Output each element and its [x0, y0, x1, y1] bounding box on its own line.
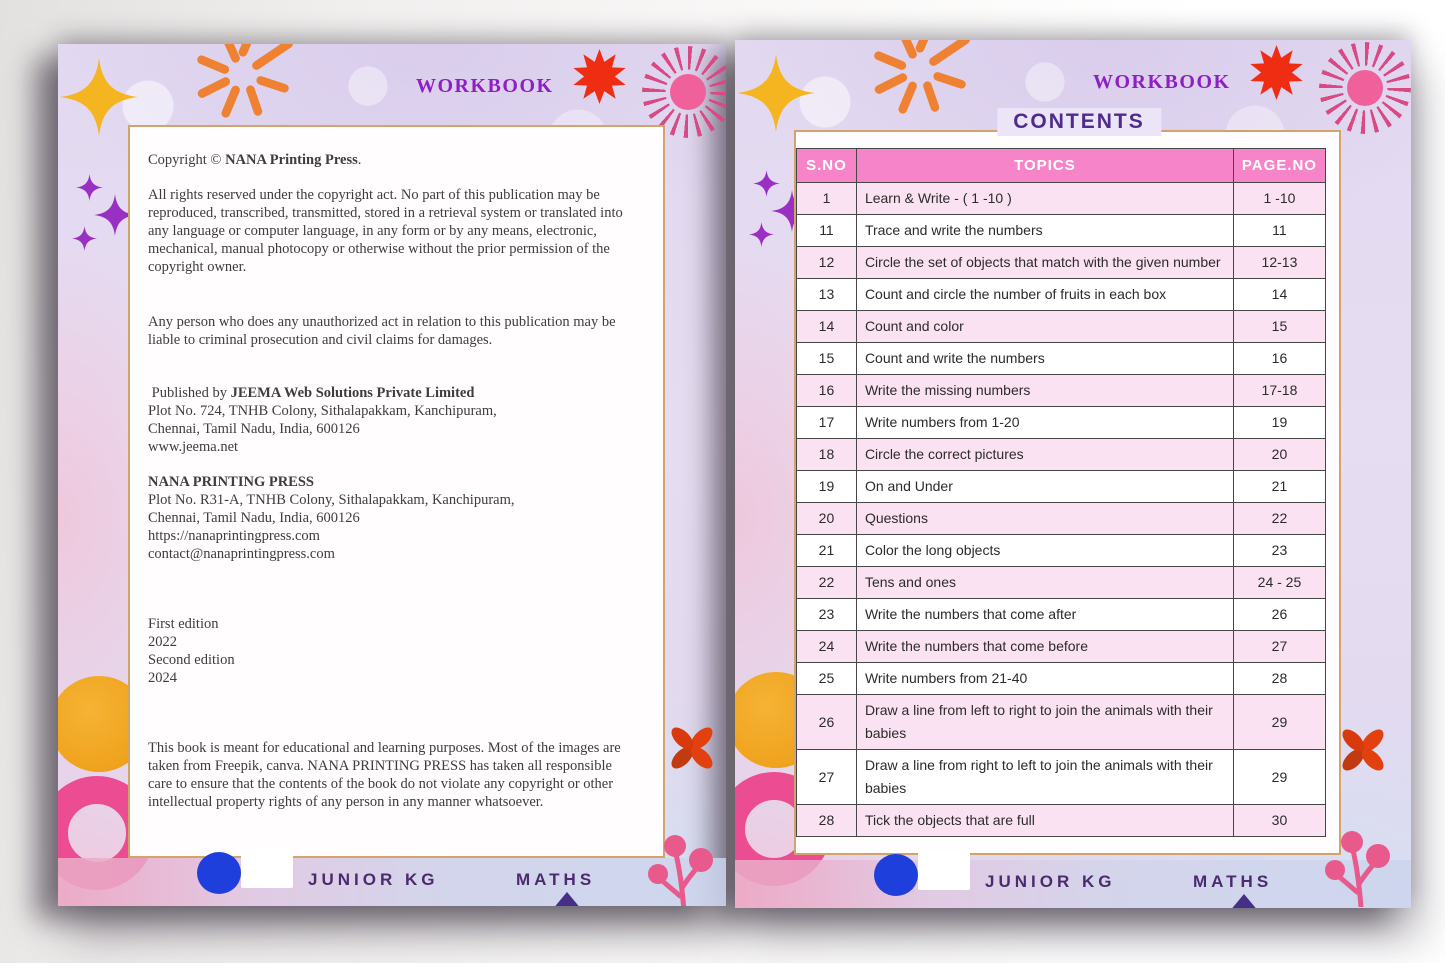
publisher-name: JEEMA Web Solutions Private Limited	[230, 385, 475, 401]
cell-page: 28	[1233, 663, 1325, 695]
edition-line: Second edition	[148, 652, 235, 668]
edition-line: 2024	[148, 670, 177, 686]
cell-sno: 26	[797, 695, 857, 750]
cell-topic: Trace and write the numbers	[856, 215, 1233, 247]
cell-sno: 17	[797, 407, 857, 439]
cell-topic: Tens and ones	[856, 567, 1233, 599]
table-row	[797, 279, 1326, 311]
cell-topic: Write the numbers that come before	[856, 631, 1233, 663]
cell-sno: 25	[797, 663, 857, 695]
cell-topic: Write the missing numbers	[856, 375, 1233, 407]
table-row	[797, 375, 1326, 407]
cell-sno: 24	[797, 631, 857, 663]
cell-sno: 18	[797, 439, 857, 471]
table-row	[797, 407, 1326, 439]
cell-topic: Questions	[856, 503, 1233, 535]
cell-sno: 19	[797, 471, 857, 503]
berry-branch-icon	[646, 816, 718, 906]
cell-sno: 28	[797, 805, 857, 837]
contents-table-head	[797, 149, 1326, 183]
cell-page: 30	[1233, 805, 1325, 837]
leaf-icon	[1227, 892, 1261, 908]
table-row	[797, 805, 1326, 837]
cell-page: 1 -10	[1233, 183, 1325, 215]
cell-topic: On and Under	[856, 471, 1233, 503]
berry-branch-icon	[1323, 812, 1395, 907]
footer-band	[58, 858, 726, 906]
cell-page: 24 - 25	[1233, 567, 1325, 599]
edition-line: 2022	[148, 634, 177, 650]
blue-dot-icon	[874, 854, 918, 896]
red-flower-icon	[1335, 722, 1391, 778]
cell-page: 22	[1233, 503, 1325, 535]
cell-page: 17-18	[1233, 375, 1325, 407]
footer-subject-label: MATHS	[1193, 872, 1273, 891]
footer-subject-label: MATHS	[516, 870, 596, 889]
cell-sno: 15	[797, 343, 857, 375]
cell-page: 11	[1233, 215, 1325, 247]
cell-topic: Count and write the numbers	[856, 343, 1233, 375]
footer-grade-label: JUNIOR KG	[985, 872, 1116, 891]
cell-sno: 23	[797, 599, 857, 631]
published-by-prefix: Published by	[151, 385, 231, 401]
cell-page: 19	[1233, 407, 1325, 439]
cell-sno: 27	[797, 750, 857, 805]
cell-sno: 20	[797, 503, 857, 535]
table-row	[797, 567, 1326, 599]
publisher-website: www.jeema.net	[148, 439, 239, 455]
table-row	[797, 439, 1326, 471]
footer-grade-label: JUNIOR KG	[308, 870, 439, 889]
cell-topic: Color the long objects	[856, 535, 1233, 567]
cell-sno: 1	[797, 183, 857, 215]
cell-page: 15	[1233, 311, 1325, 343]
cell-page: 16	[1233, 343, 1325, 375]
red-starburst-icon	[572, 49, 627, 104]
edition-line: First edition	[148, 616, 219, 632]
cell-topic: Write numbers from 21-40	[856, 663, 1233, 695]
contents-title: CONTENTS	[997, 108, 1161, 136]
contents-page	[735, 40, 1411, 908]
cell-topic: Count and color	[856, 311, 1233, 343]
table-row	[797, 247, 1326, 279]
copyright-suffix: .	[357, 152, 362, 168]
th-topics: TOPICS	[856, 149, 1233, 183]
cell-sno: 22	[797, 567, 857, 599]
copyright-text-panel	[128, 125, 665, 858]
cell-page: 12-13	[1233, 247, 1325, 279]
table-header-row	[797, 149, 1326, 183]
white-tab	[918, 852, 970, 890]
cell-sno: 11	[797, 215, 857, 247]
publisher-address-line: Chennai, Tamil Nadu, India, 600126	[148, 421, 360, 437]
blue-dot-icon	[197, 852, 241, 894]
edition-block	[148, 615, 635, 687]
copyright-press-name: NANA Printing Press	[225, 152, 358, 168]
publisher-address-line: Plot No. 724, TNHB Colony, Sithalapakkam, Kanchipuram,	[148, 403, 497, 419]
cell-topic: Circle the set of objects that match with the given number	[856, 247, 1233, 279]
cell-topic: Circle the correct pictures	[856, 439, 1233, 471]
cell-sno: 12	[797, 247, 857, 279]
cell-topic: Write the numbers that come after	[856, 599, 1233, 631]
publisher-block	[148, 384, 635, 456]
cell-topic: Learn & Write - ( 1 -10 )	[856, 183, 1233, 215]
gold-sparkle-icon	[60, 56, 138, 138]
cell-page: 27	[1233, 631, 1325, 663]
cell-topic: Tick the objects that are full	[856, 805, 1233, 837]
cell-topic: Write numbers from 1-20	[856, 407, 1233, 439]
rights-paragraph: All rights reserved under the copyright act. No part of this publication may be reproduced, transcribed, transmitted, stored in a retrieval system or translated into any language or computer language, in any form or by any means, electronic, mechanical, manual photocopy or otherwise without the prior permission of the copyright owner.	[148, 187, 623, 275]
page-header-workbook: WORKBOOK	[1093, 71, 1231, 93]
press-email: contact@nanaprintingpress.com	[148, 546, 335, 562]
press-address-line: Chennai, Tamil Nadu, India, 600126	[148, 510, 360, 526]
table-row	[797, 631, 1326, 663]
cell-topic: Draw a line from right to left to join the animals with their babies	[856, 750, 1233, 805]
copyright-line	[148, 151, 635, 169]
table-row	[797, 663, 1326, 695]
press-address-line: Plot No. R31-A, TNHB Colony, Sithalapakkam, Kanchipuram,	[148, 492, 515, 508]
table-row	[797, 311, 1326, 343]
asterisk-burst-icon	[181, 44, 305, 135]
cell-sno: 21	[797, 535, 857, 567]
cell-page: 29	[1233, 750, 1325, 805]
cell-topic: Draw a line from left to right to join the animals with their babies	[856, 695, 1233, 750]
table-row	[797, 535, 1326, 567]
cell-sno: 13	[797, 279, 857, 311]
disclaimer-paragraph: This book is meant for educational and learning purposes. Most of the images are taken from Freepik, canva. NANA PRINTING PRESS has taken all responsible care to ensure that the contents of the book do not violate any copyright or other intellectual property rights of any person in any manner whatsoever.	[148, 740, 621, 810]
table-row	[797, 599, 1326, 631]
table-row	[797, 215, 1326, 247]
pink-sunburst-icon	[1319, 42, 1411, 134]
press-name: NANA PRINTING PRESS	[148, 474, 314, 490]
table-row	[797, 750, 1326, 805]
cell-page: 26	[1233, 599, 1325, 631]
published-by-line	[148, 384, 635, 402]
cell-topic: Count and circle the number of fruits in each box	[856, 279, 1233, 311]
table-row	[797, 695, 1326, 750]
th-pageno: PAGE.NO	[1233, 149, 1325, 183]
table-row	[797, 183, 1326, 215]
cell-sno: 14	[797, 311, 857, 343]
press-block	[148, 473, 635, 563]
footer-band	[735, 860, 1411, 908]
th-sno: S.NO	[797, 149, 857, 183]
table-row	[797, 471, 1326, 503]
white-tab	[241, 850, 293, 888]
press-website: https://nanaprintingpress.com	[148, 528, 320, 544]
contents-table	[796, 148, 1326, 837]
copyright-page	[58, 44, 726, 906]
contents-table-body	[797, 183, 1326, 837]
copyright-prefix: Copyright ©	[148, 152, 226, 168]
cell-page: 21	[1233, 471, 1325, 503]
leaf-icon	[550, 890, 584, 906]
cell-page: 23	[1233, 535, 1325, 567]
red-flower-icon	[664, 720, 720, 776]
cell-page: 14	[1233, 279, 1325, 311]
cell-page: 29	[1233, 695, 1325, 750]
cell-sno: 16	[797, 375, 857, 407]
table-row	[797, 503, 1326, 535]
gold-sparkle-icon	[737, 52, 815, 134]
red-starburst-icon	[1249, 45, 1304, 100]
page-header-workbook: WORKBOOK	[416, 75, 554, 97]
liability-paragraph: Any person who does any unauthorized act in relation to this publication may be liable to criminal prosecution and civil claims for damages.	[148, 314, 616, 348]
asterisk-burst-icon	[858, 40, 982, 131]
table-row	[797, 343, 1326, 375]
cell-page: 20	[1233, 439, 1325, 471]
